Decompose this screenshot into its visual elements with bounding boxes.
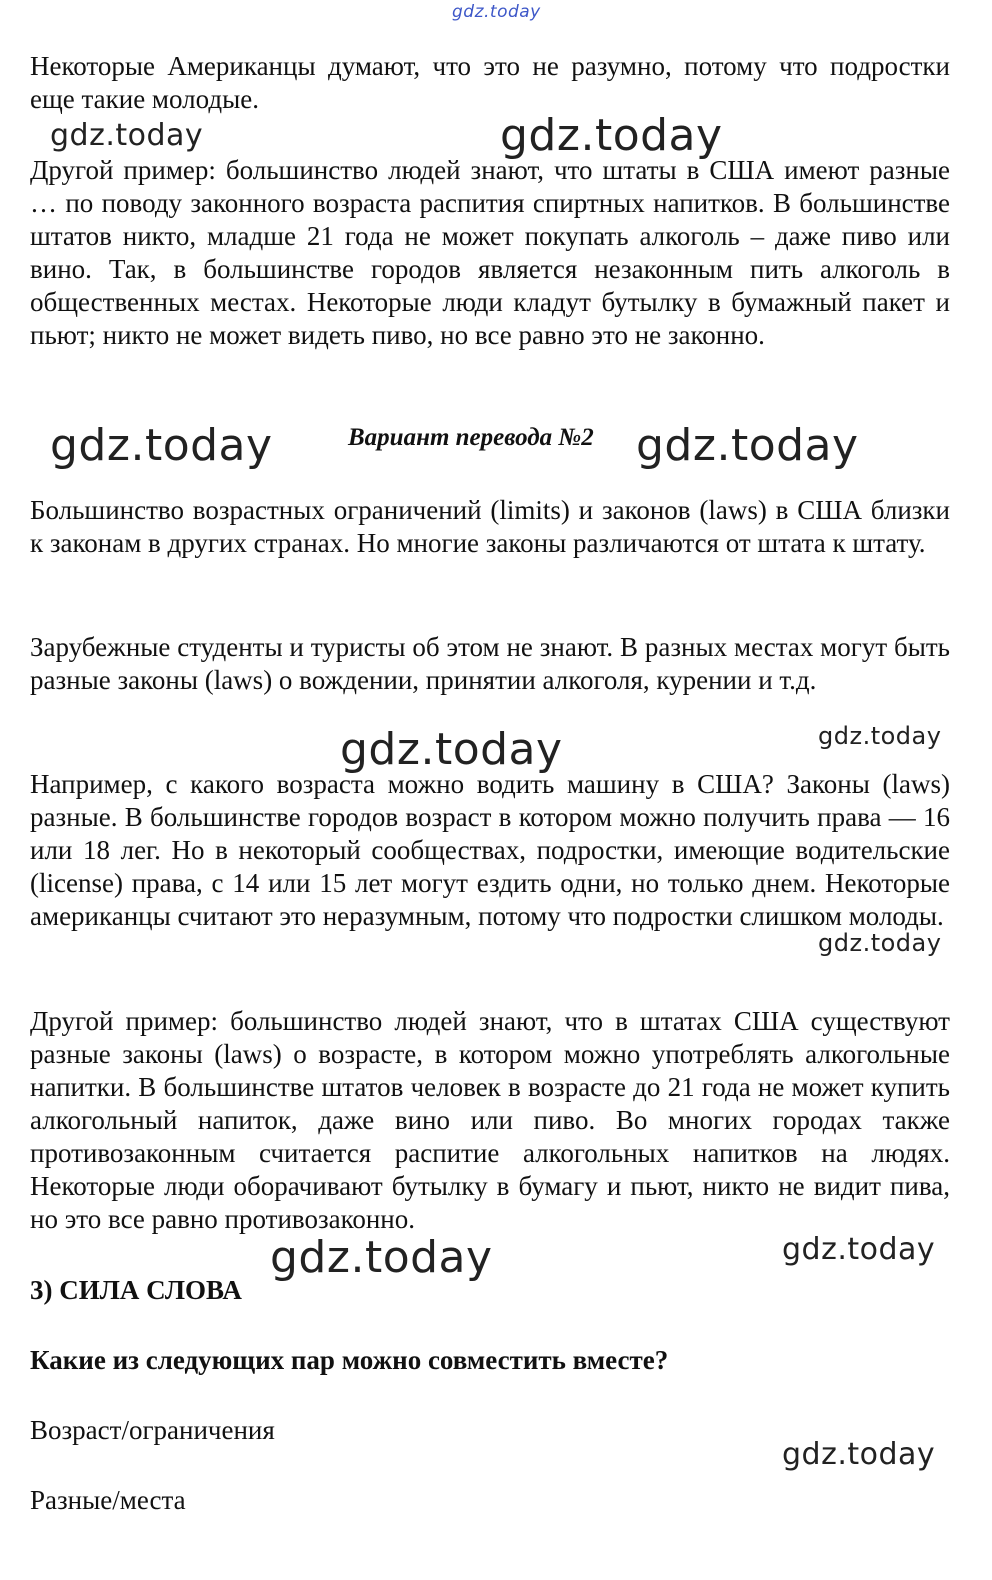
pair-item-2: Разные/места (30, 1485, 186, 1515)
question-heading: Какие из следующих пар можно совместить вместе? (30, 1345, 669, 1375)
watermark: gdz.today (636, 420, 859, 471)
variant-title: Вариант перевода №2 (348, 424, 594, 451)
paragraph-6: Другой пример: большинство людей знают, что в штатах США существуют разные законы (laws) о возрасте, в котором можно употреблять алкогольные напитки. В большинстве штатов человек в возрасте до 21 года не может купить алкогольный напиток, даже вино или пиво. Во многих городах также противозаконным считается распитие алкогольных напитков на людях. Некоторые люди оборачивают бутылку в бумагу и пьют, никто не видит пива, но это все равно противозаконно. (30, 1006, 950, 1234)
watermark: gdz.today (818, 929, 942, 957)
pair-item-1: Возраст/ограничения (30, 1415, 275, 1445)
paragraph-2: Другой пример: большинство людей знают, что штаты в США имеют разные … по поводу законного возраста распития спиртных напитков. В большинстве штатов никто, младше 21 года не может покупать алкоголь – даже пиво или вино. Так, в большинстве городов является незаконным пить алкоголь в общественных местах. Некоторые люди кладут бутылку в бумажный пакет и пьют; никто не может видеть пиво, но все равно это не законно. (30, 155, 950, 350)
watermark: gdz.today (818, 722, 942, 750)
watermark: gdz.today (270, 1232, 493, 1283)
watermark: gdz.today (500, 110, 723, 161)
watermark: gdz.today (782, 1232, 936, 1267)
watermark: gdz.today (340, 724, 563, 775)
paragraph-5: Например, с какого возраста можно водить машину в США? Законы (laws) разные. В большинстве городов возраст в котором можно получить права — 16 или 18 лег. Но в некоторый сообществах, подростки, имеющие водительские (license) права, с 14 или 15 лет могут ездить одни, но только днем. Некоторые американцы считают это неразумным, потому что подростки слишком молоды. (30, 769, 950, 931)
watermark: gdz.today (50, 118, 204, 153)
paragraph-1: Некоторые Американцы думают, что это не разумно, потому что подростки еще такие молодые. (30, 51, 950, 114)
paragraph-4: Зарубежные студенты и туристы об этом не знают. В разных местах могут быть разные законы (laws) о вождении, принятии алкоголя, курении и т.д. (30, 632, 950, 695)
watermark: gdz.today (782, 1437, 936, 1472)
watermark-top: gdz.today (452, 2, 541, 22)
watermark: gdz.today (50, 420, 273, 471)
paragraph-3: Большинство возрастных ограничений (limits) и законов (laws) в США близки к законам в других странах. Но многие законы различаются от штата к штату. (30, 495, 950, 558)
section-heading: 3) СИЛА СЛОВА (30, 1275, 242, 1305)
